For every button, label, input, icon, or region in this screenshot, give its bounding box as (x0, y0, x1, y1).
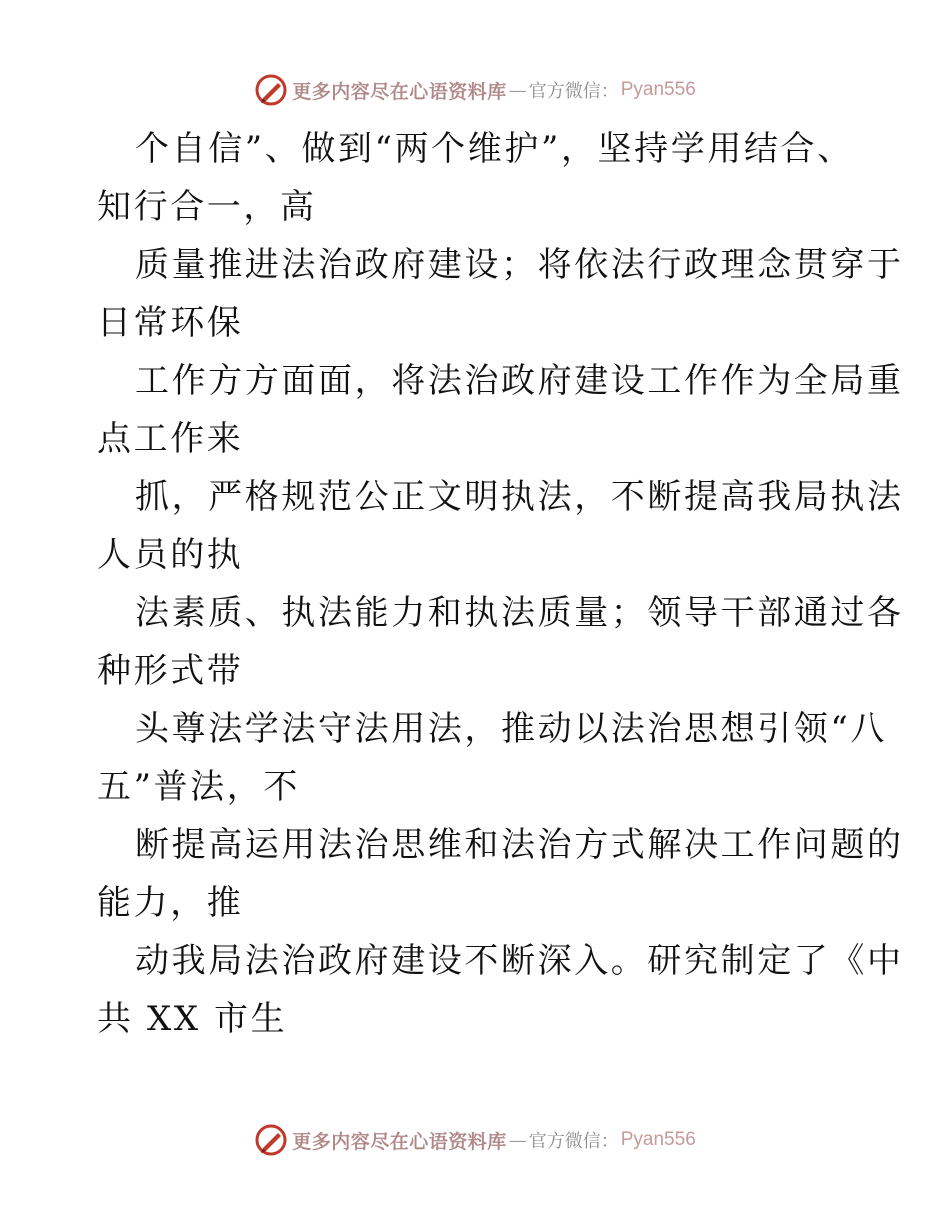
body-line: 共 XX 市生 (97, 999, 288, 1039)
body-line: 能力，推 (97, 883, 244, 923)
header-banner (0, 70, 950, 110)
body-line: 质量推进法治政府建设；将依法行政理念贯穿于 (135, 245, 904, 285)
banner-wechat-id: Pyan556 (620, 1129, 696, 1150)
body-line: 抓，严格规范公正文明执法，不断提高我局执法 (135, 477, 904, 517)
banner-slogan: 更多内容尽在心语资料库 (292, 1130, 507, 1153)
banner-wechat-label: 官方微信： (528, 81, 619, 102)
banner-separator: — (508, 1129, 527, 1151)
body-line: 日常环保 (97, 303, 244, 343)
banner-separator: — (508, 79, 527, 101)
body-line: 知行合一，高 (97, 187, 317, 227)
banner-wechat-id: Pyan556 (620, 79, 696, 100)
pen-logo-icon (254, 1123, 288, 1157)
body-line: 法素质、执法能力和执法质量；领导干部通过各 (135, 593, 904, 633)
banner-slogan: 更多内容尽在心语资料库 (292, 80, 507, 103)
body-line: 人员的执 (97, 535, 244, 575)
body-line: 断提高运用法治思维和法治方式解决工作问题的 (135, 825, 904, 865)
body-line: 点工作来 (97, 419, 244, 459)
body-line: 头尊法学法守法用法，推动以法治思想引领“八 (135, 709, 887, 749)
document-body (97, 120, 904, 1048)
pen-logo-icon (254, 73, 288, 107)
footer-banner (0, 1120, 950, 1160)
body-line: 种形式带 (97, 651, 244, 691)
body-line: 五”普法，不 (97, 767, 300, 807)
body-line: 个自信”、做到“两个维护”，坚持学用结合、 (135, 129, 854, 169)
body-line: 工作方方面面，将法治政府建设工作作为全局重 (135, 361, 904, 401)
body-line: 动我局法治政府建设不断深入。研究制定了《中 (135, 941, 904, 981)
banner-wechat-label: 官方微信： (528, 1131, 619, 1152)
